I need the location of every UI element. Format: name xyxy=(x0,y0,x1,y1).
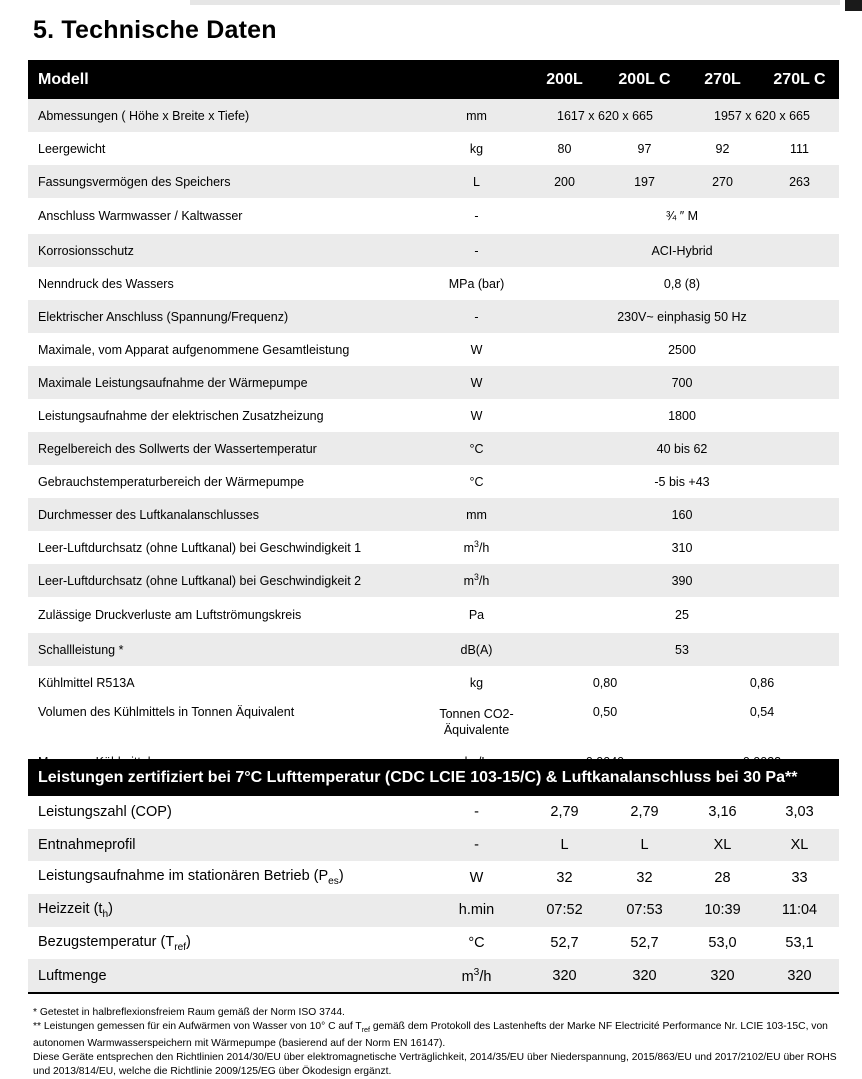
row-label: Leistungsaufnahme der elektrischen Zusatzheizung xyxy=(38,408,324,423)
row-unit: °C xyxy=(469,474,484,489)
label-tail: ) xyxy=(338,868,344,885)
row-label: Fassungsvermögen des Speichers xyxy=(28,165,428,198)
row-value: 320 xyxy=(760,959,839,993)
row-label: Kühlmittel R513A xyxy=(38,675,135,690)
spec-row-capacity xyxy=(28,165,839,198)
spec-row-heatpump-power xyxy=(28,366,839,399)
row-value: 1617 x 620 x 665 xyxy=(525,99,685,132)
row-unit: L xyxy=(428,165,525,198)
row-value: 53,0 xyxy=(708,935,737,952)
row-value: 230V~ einphasig 50 Hz xyxy=(525,300,839,333)
row-label: Durchmesser des Luftkanalanschlusses xyxy=(28,498,428,531)
row-label: Leergewicht xyxy=(38,141,106,156)
row-value: 310 xyxy=(671,540,693,555)
unit-header-cell xyxy=(428,60,525,99)
unit-sup: 3 xyxy=(474,539,479,550)
row-label xyxy=(28,861,428,894)
row-value: 700 xyxy=(525,366,839,399)
spec-table xyxy=(28,60,839,780)
unit-tail: /h xyxy=(479,968,492,985)
row-value: 2,79 xyxy=(550,804,579,821)
footnotes xyxy=(33,1006,839,1079)
row-label: Schallleistung * xyxy=(28,633,428,666)
row-value: 10:39 xyxy=(685,894,760,927)
row-unit: mm xyxy=(428,99,525,132)
row-unit: mm xyxy=(428,498,525,531)
row-unit xyxy=(428,531,525,564)
row-value: 32 xyxy=(636,869,653,886)
unit-line-1: Tonnen CO2- xyxy=(439,707,514,721)
unit-base: m xyxy=(463,574,475,589)
spec-row-sound-power xyxy=(28,633,839,666)
spec-row-pressure xyxy=(28,267,839,300)
row-value: 320 xyxy=(604,959,685,993)
spec-row-refrigerant xyxy=(28,666,839,699)
row-value: L xyxy=(604,829,685,862)
label-sub: ref xyxy=(174,941,187,953)
row-value: XL xyxy=(685,829,760,862)
row-value: L xyxy=(525,829,604,862)
row-value: 0,8 (8) xyxy=(663,276,701,291)
row-value: 390 xyxy=(525,564,839,597)
performance-table xyxy=(28,759,839,994)
perf-row-tapping-profile xyxy=(28,829,839,862)
row-unit: W xyxy=(470,342,483,357)
label-sub: es xyxy=(328,876,339,888)
spec-row-operating-temp xyxy=(28,465,839,498)
label-base: Leistungsaufnahme im stationären Betrieb (P xyxy=(38,868,329,885)
unit-tail: /h xyxy=(478,541,490,556)
row-value: 28 xyxy=(714,869,731,886)
row-unit: MPa (bar) xyxy=(448,276,505,291)
row-value: 0,80 xyxy=(592,675,618,690)
row-value: 200 xyxy=(525,165,604,198)
row-value: 160 xyxy=(525,498,839,531)
row-value: 07:52 xyxy=(525,894,604,927)
row-value: 1800 xyxy=(668,408,696,423)
page-title: 5. Technische Daten xyxy=(33,16,277,44)
footnote-text-b: gemäß dem Protokoll des Lastenhefts der Marke NF Electricité Performance Nr. LCIE 103-15C, von autonomen Warmwasserspeichern mit Wärmepumpe (basierend auf der Norm EN 16147). xyxy=(33,1021,828,1050)
row-unit: °C xyxy=(428,432,525,465)
spec-row-corrosion xyxy=(28,234,839,267)
row-label: Leer-Luftdurchsatz (ohne Luftkanal) bei Geschwindigkeit 1 xyxy=(38,540,362,555)
row-value: 07:53 xyxy=(604,894,685,927)
model-200l: 200L xyxy=(525,60,604,99)
row-value: 263 xyxy=(760,165,839,198)
spec-row-water-connection xyxy=(28,198,839,234)
spec-row-auxiliary-heater xyxy=(28,399,839,432)
row-value: 40 bis 62 xyxy=(525,432,839,465)
row-unit: dB(A) xyxy=(428,633,525,666)
row-value: 53 xyxy=(525,633,839,666)
row-unit: - xyxy=(474,804,479,821)
spec-row-pressure-loss xyxy=(28,597,839,633)
spec-row-max-power xyxy=(28,333,839,366)
row-value: 3,16 xyxy=(708,804,737,821)
row-value: 52,7 xyxy=(550,935,579,952)
corner-tab xyxy=(845,0,862,11)
row-unit: W xyxy=(469,869,484,886)
spec-row-electrical xyxy=(28,300,839,333)
row-value: 52,7 xyxy=(630,935,659,952)
row-value: 320 xyxy=(525,959,604,993)
row-label xyxy=(28,894,428,927)
row-label: Regelbereich des Sollwerts der Wassertemperatur xyxy=(28,432,428,465)
row-label: Maximale, vom Apparat aufgenommene Gesamtleistung xyxy=(38,342,350,357)
unit-sup: 3 xyxy=(474,572,479,583)
row-label: Abmessungen ( Höhe x Breite x Tiefe) xyxy=(28,99,428,132)
unit-base: m xyxy=(463,541,475,556)
row-label: Elektrischer Anschluss (Spannung/Frequenz) xyxy=(28,300,428,333)
row-label: Maximale Leistungsaufnahme der Wärmepumpe xyxy=(28,366,428,399)
spec-header-row xyxy=(28,60,839,99)
row-unit: W xyxy=(428,366,525,399)
row-unit: kg xyxy=(469,675,484,690)
perf-row-reference-temp xyxy=(28,927,839,960)
row-label: Volumen des Kühlmittels in Tonnen Äquivalent xyxy=(38,705,295,719)
row-value: 97 xyxy=(637,141,652,156)
row-label: Anschluss Warmwasser / Kaltwasser xyxy=(38,209,243,223)
row-label: Entnahmeprofil xyxy=(28,829,428,862)
footnote-sub: ref xyxy=(361,1025,371,1035)
spec-row-airflow-speed-1 xyxy=(28,531,839,564)
spec-row-dimensions xyxy=(28,99,839,132)
row-unit xyxy=(428,959,525,993)
row-unit: - xyxy=(428,234,525,267)
row-value: 80 xyxy=(557,141,572,156)
row-value: 92 xyxy=(715,141,730,156)
row-value: 3,03 xyxy=(785,804,814,821)
row-unit: h.min xyxy=(428,894,525,927)
spec-row-co2-equivalent xyxy=(28,699,839,745)
spec-row-empty-weight xyxy=(28,132,839,165)
row-label xyxy=(28,927,428,960)
perf-row-cop xyxy=(28,796,839,829)
footnote-sound: * Getestet in halbreflexionsfreiem Raum gemäß der Norm ISO 3744. xyxy=(33,1007,345,1018)
row-value: XL xyxy=(760,829,839,862)
spec-row-airflow-speed-2 xyxy=(28,564,839,597)
row-value: 0,86 xyxy=(749,675,775,690)
row-label: Leistungszahl (COP) xyxy=(38,804,172,821)
row-value: 0,50 xyxy=(592,705,618,719)
row-unit: °C xyxy=(468,935,485,952)
row-value: 1957 x 620 x 665 xyxy=(685,99,839,132)
label-base: Bezugstemperatur (T xyxy=(38,933,175,950)
spec-row-duct-diameter xyxy=(28,498,839,531)
row-value: 32 xyxy=(556,869,573,886)
footnote-performance xyxy=(33,1020,839,1051)
row-label: Luftmenge xyxy=(28,959,428,993)
footnote-text-a: ** Leistungen gemessen für ein Aufwärmen von Wasser von 10° C auf T xyxy=(33,1021,362,1032)
row-unit xyxy=(428,564,525,597)
row-label: Zulässige Druckverluste am Luftströmungskreis xyxy=(38,608,302,622)
row-value: 2500 xyxy=(668,342,696,357)
label-tail: ) xyxy=(186,933,191,950)
row-label: Leer-Luftdurchsatz (ohne Luftkanal) bei Geschwindigkeit 2 xyxy=(28,564,428,597)
label-sub: h xyxy=(102,908,109,920)
row-value: 111 xyxy=(789,141,809,156)
label-tail: ) xyxy=(108,900,113,917)
row-value: 270 xyxy=(685,165,760,198)
perf-row-standby-power xyxy=(28,861,839,894)
model-label: Modell xyxy=(28,60,428,99)
row-value: 320 xyxy=(685,959,760,993)
row-value: 25 xyxy=(675,608,689,622)
row-unit: kg xyxy=(469,141,484,156)
row-value: 11:04 xyxy=(760,894,839,927)
row-value: ¾ ″ M xyxy=(665,209,699,223)
performance-header-row xyxy=(28,759,839,796)
perf-row-airflow xyxy=(28,959,839,993)
model-270l-c: 270L C xyxy=(760,60,839,99)
unit-line-2: Äquivalente xyxy=(443,723,510,737)
model-270l: 270L xyxy=(685,60,760,99)
row-value: 53,1 xyxy=(785,935,814,952)
unit-base: m xyxy=(461,968,474,985)
top-decoration-bar xyxy=(190,0,840,5)
label-base: Heizzeit (t xyxy=(38,900,103,917)
row-value: ACI-Hybrid xyxy=(525,234,839,267)
row-unit: Pa xyxy=(468,608,485,622)
unit-sup: 3 xyxy=(473,966,480,978)
row-value: -5 bis +43 xyxy=(654,474,710,489)
row-unit: W xyxy=(470,408,483,423)
row-label: Nenndruck des Wassers xyxy=(38,276,174,291)
row-unit xyxy=(428,699,525,745)
perf-row-heating-time xyxy=(28,894,839,927)
row-unit: - xyxy=(474,209,479,223)
row-label: Gebrauchstemperaturbereich der Wärmepumpe xyxy=(38,474,305,489)
row-value: 197 xyxy=(604,165,685,198)
row-label: Korrosionsschutz xyxy=(28,234,428,267)
model-200l-c: 200L C xyxy=(604,60,685,99)
performance-header: Leistungen zertifiziert bei 7°C Lufttemperatur (CDC LCIE 103-15/C) & Luftkanalanschluss bei 30 Pa** xyxy=(28,759,839,796)
row-value: 0,54 xyxy=(749,705,775,719)
row-unit: - xyxy=(428,300,525,333)
row-value: 33 xyxy=(791,869,808,886)
row-unit: - xyxy=(428,829,525,862)
footnote-directives: Diese Geräte entsprechen den Richtlinien 2014/30/EU über elektromagnetische Verträglichkeit, 2014/35/EU über Niederspannung, 2015/863/EU und 2017/2102/EU über ROHS und 2013/814/EU, welche die Richtlinie 2009/125/EG über Ökodesign ergänzt. xyxy=(33,1052,837,1078)
row-value: 2,79 xyxy=(630,804,659,821)
unit-tail: /h xyxy=(478,574,490,589)
spec-row-setpoint-range xyxy=(28,432,839,465)
